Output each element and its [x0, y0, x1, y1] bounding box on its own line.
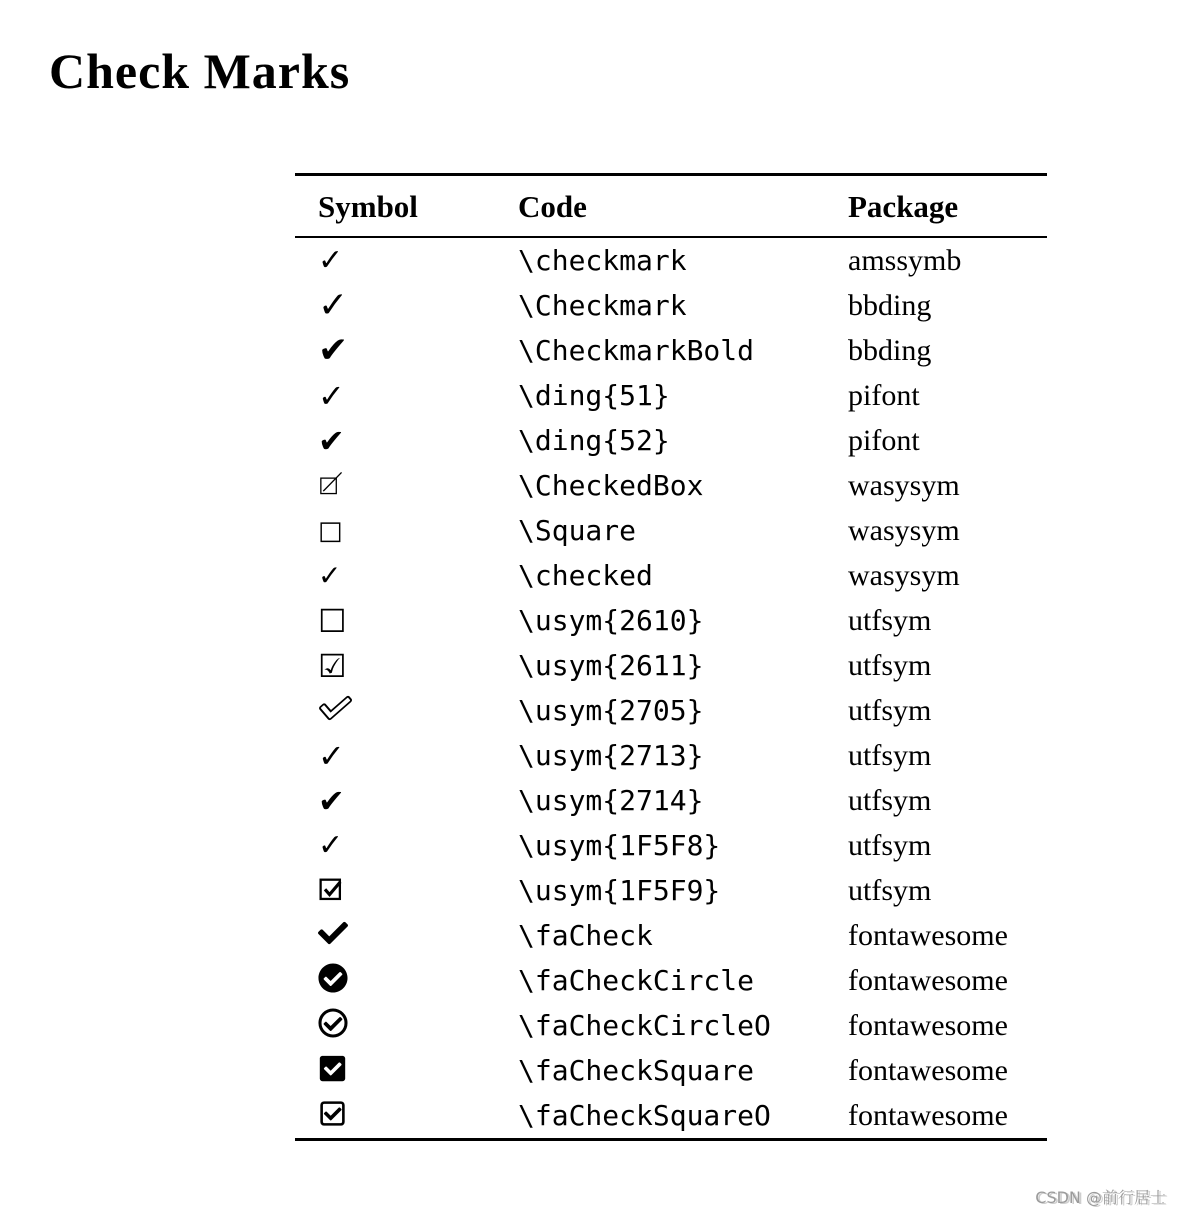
table-row — [295, 1093, 1047, 1140]
ballot-box-check-icon: ☑ — [318, 646, 347, 685]
box-bold-check-icon — [318, 874, 346, 902]
ballot-box-icon: ☐ — [318, 601, 347, 640]
thin-check-icon: ✓ — [318, 558, 342, 592]
package-label: amssymb — [848, 243, 962, 277]
table-row — [295, 868, 1047, 913]
checkmark-icon: ✓ — [318, 242, 344, 278]
code-label: \Checkmark — [518, 289, 687, 322]
code-label: \Square — [518, 514, 637, 547]
code-label: \checked — [518, 559, 653, 592]
package-label: utfsym — [848, 783, 932, 817]
heavy-check-outline-icon — [318, 693, 348, 723]
package-label: fontawesome — [848, 918, 1008, 952]
table-row — [295, 733, 1047, 778]
bbding-checkmark-bold-icon: ✔ — [318, 329, 349, 371]
package-label: wasysym — [848, 558, 960, 592]
code-label: \CheckedBox — [518, 469, 704, 502]
table-row — [295, 598, 1047, 643]
table-row — [295, 237, 1047, 283]
package-label: utfsym — [848, 828, 932, 862]
symbol-table-body — [295, 237, 1047, 1140]
header-row — [295, 175, 1047, 238]
column-header-code: Code — [518, 175, 848, 238]
package-label: utfsym — [848, 738, 932, 772]
ding-52-bold-check-icon: ✔ — [318, 421, 345, 460]
code-label: \faCheckSquare — [518, 1054, 755, 1087]
table-row — [295, 688, 1047, 733]
table-row — [295, 958, 1047, 1003]
code-label: \CheckmarkBold — [518, 334, 755, 367]
symbol-table — [295, 173, 1047, 1141]
column-header-package: Package — [848, 175, 1047, 238]
package-label: bbding — [848, 333, 932, 367]
package-label: utfsym — [848, 873, 932, 907]
column-header-symbol: Symbol — [295, 175, 518, 238]
code-label: \usym{1F5F9} — [518, 874, 721, 907]
package-label: utfsym — [848, 693, 932, 727]
check-mark-icon: ✓ — [318, 736, 345, 775]
code-label: \usym{2714} — [518, 784, 704, 817]
watermark: CSDN @前行居士 — [1035, 1188, 1166, 1207]
code-label: \usym{2610} — [518, 604, 704, 637]
code-label: \ding{51} — [518, 379, 670, 412]
code-label: \usym{1F5F8} — [518, 829, 721, 862]
code-label: \checkmark — [518, 244, 687, 277]
table-row — [295, 373, 1047, 418]
package-label: bbding — [848, 288, 932, 322]
package-label: utfsym — [848, 648, 932, 682]
page-title: Check Marks — [49, 43, 351, 99]
code-label: \faCheckCircle — [518, 964, 755, 997]
package-label: fontawesome — [848, 1053, 1008, 1087]
package-label: utfsym — [848, 603, 932, 637]
table-row — [295, 283, 1047, 328]
code-label: \faCheckCircleO — [518, 1009, 771, 1042]
table-row — [295, 418, 1047, 463]
table-row — [295, 1048, 1047, 1093]
code-label: \faCheckSquareO — [518, 1099, 771, 1132]
fa-check-circle-icon — [318, 963, 348, 993]
table-row — [295, 778, 1047, 823]
fa-check-icon — [318, 918, 348, 948]
table-row — [295, 823, 1047, 868]
square-outline-icon: □ — [318, 515, 343, 546]
fa-check-square-o-icon — [318, 1099, 347, 1128]
package-label: wasysym — [848, 513, 960, 547]
table-row — [295, 553, 1047, 598]
package-label: pifont — [848, 423, 920, 457]
fa-check-circle-o-icon — [318, 1008, 348, 1038]
check-marks-table — [295, 173, 1047, 1141]
table-row — [295, 463, 1047, 508]
table-row — [295, 1003, 1047, 1048]
code-label: \usym{2611} — [518, 649, 704, 682]
code-label: \usym{2705} — [518, 694, 704, 727]
package-label: fontawesome — [848, 963, 1008, 997]
package-label: wasysym — [848, 468, 960, 502]
fa-check-square-icon — [318, 1054, 347, 1083]
bbding-checkmark-icon: ✓ — [318, 284, 349, 326]
ding-51-check-icon: ✓ — [318, 376, 345, 415]
code-label: \usym{2713} — [518, 739, 704, 772]
package-label: pifont — [848, 378, 920, 412]
package-label: fontawesome — [848, 1008, 1008, 1042]
table-row — [295, 643, 1047, 688]
heavy-check-icon: ✔ — [318, 781, 345, 820]
table-row — [295, 913, 1047, 958]
light-check-icon: ✓ — [318, 827, 344, 863]
table-row — [295, 508, 1047, 553]
code-label: \ding{52} — [518, 424, 670, 457]
code-label: \faCheck — [518, 919, 653, 952]
checked-box-slash-icon — [318, 470, 344, 496]
package-label: fontawesome — [848, 1098, 1008, 1132]
table-row — [295, 328, 1047, 373]
